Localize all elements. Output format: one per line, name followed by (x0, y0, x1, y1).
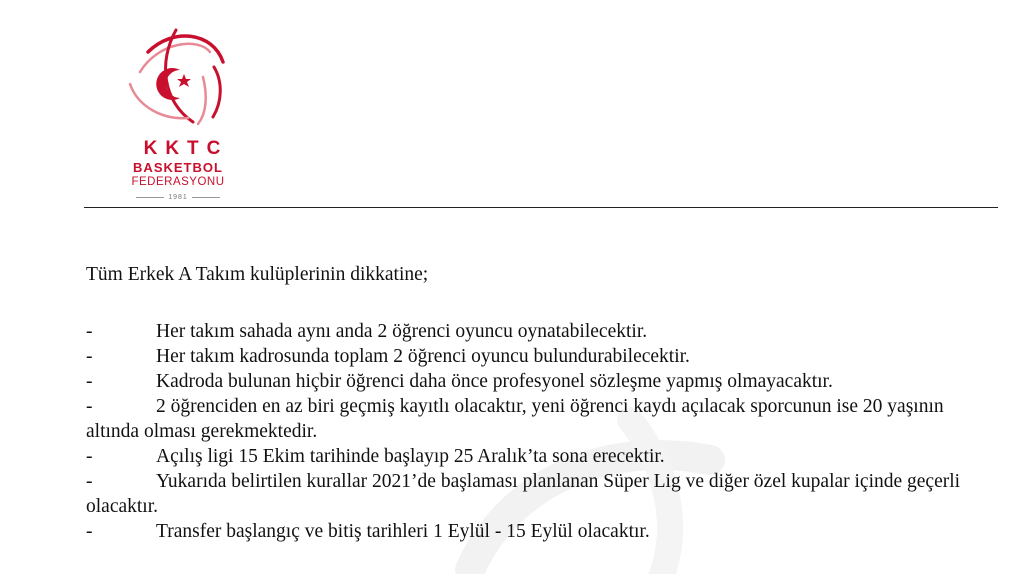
bullet-dash: - (86, 521, 93, 542)
header-divider (84, 207, 998, 208)
logo-kktc-text: KKTC (143, 138, 229, 159)
list-item (86, 519, 986, 544)
list-item-text: Her takım kadrosunda toplam 2 öğrenci oyuncu bulundurabilecektir. (156, 346, 690, 367)
bullet-dash: - (86, 321, 93, 342)
bullet-dash: - (86, 396, 93, 417)
list-item-text: Kadroda bulunan hiçbir öğrenci daha önce profesyonel sözleşme yapmış olmayacaktır. (156, 371, 833, 392)
federation-logo (118, 22, 248, 202)
document-heading: Tüm Erkek A Takım kulüplerinin dikkatine; (86, 264, 429, 285)
basketball-crescent-star-icon (118, 22, 238, 137)
document-body (86, 262, 986, 544)
list-item-text: 2 öğrenciden en az biri geçmiş kayıtlı olacaktır, yeni öğrenci kaydı açılacak sporcunun ise 20 yaşının altında olması gerekmektedir. (86, 396, 944, 442)
list-item-text: Her takım sahada aynı anda 2 öğrenci oyuncu oynatabilecektir. (156, 321, 648, 342)
logo-federasyonu-text: FEDERASYONU (131, 176, 225, 188)
list-item-text: Yukarıda belirtilen kurallar 2021’de başlaması planlanan Süper Lig ve diğer özel kupalar içinde geçerli olacaktır. (86, 471, 961, 517)
list-item (86, 394, 986, 444)
bullet-dash: - (86, 446, 93, 467)
rules-list (86, 319, 986, 544)
logo-basketbol-text: BASKETBOL (133, 160, 223, 175)
logo-year: 1981 (118, 194, 238, 201)
list-item (86, 469, 986, 519)
bullet-dash: - (86, 371, 93, 392)
list-item (86, 369, 986, 394)
list-item (86, 444, 986, 469)
bullet-dash: - (86, 471, 93, 492)
list-item-text: Transfer başlangıç ve bitiş tarihleri 1 Eylül - 15 Eylül olacaktır. (156, 521, 650, 542)
list-item-text: Açılış ligi 15 Ekim tarihinde başlayıp 25 Aralık’ta sona erecektir. (156, 446, 665, 467)
list-item (86, 319, 986, 344)
list-item (86, 344, 986, 369)
bullet-dash: - (86, 346, 93, 367)
